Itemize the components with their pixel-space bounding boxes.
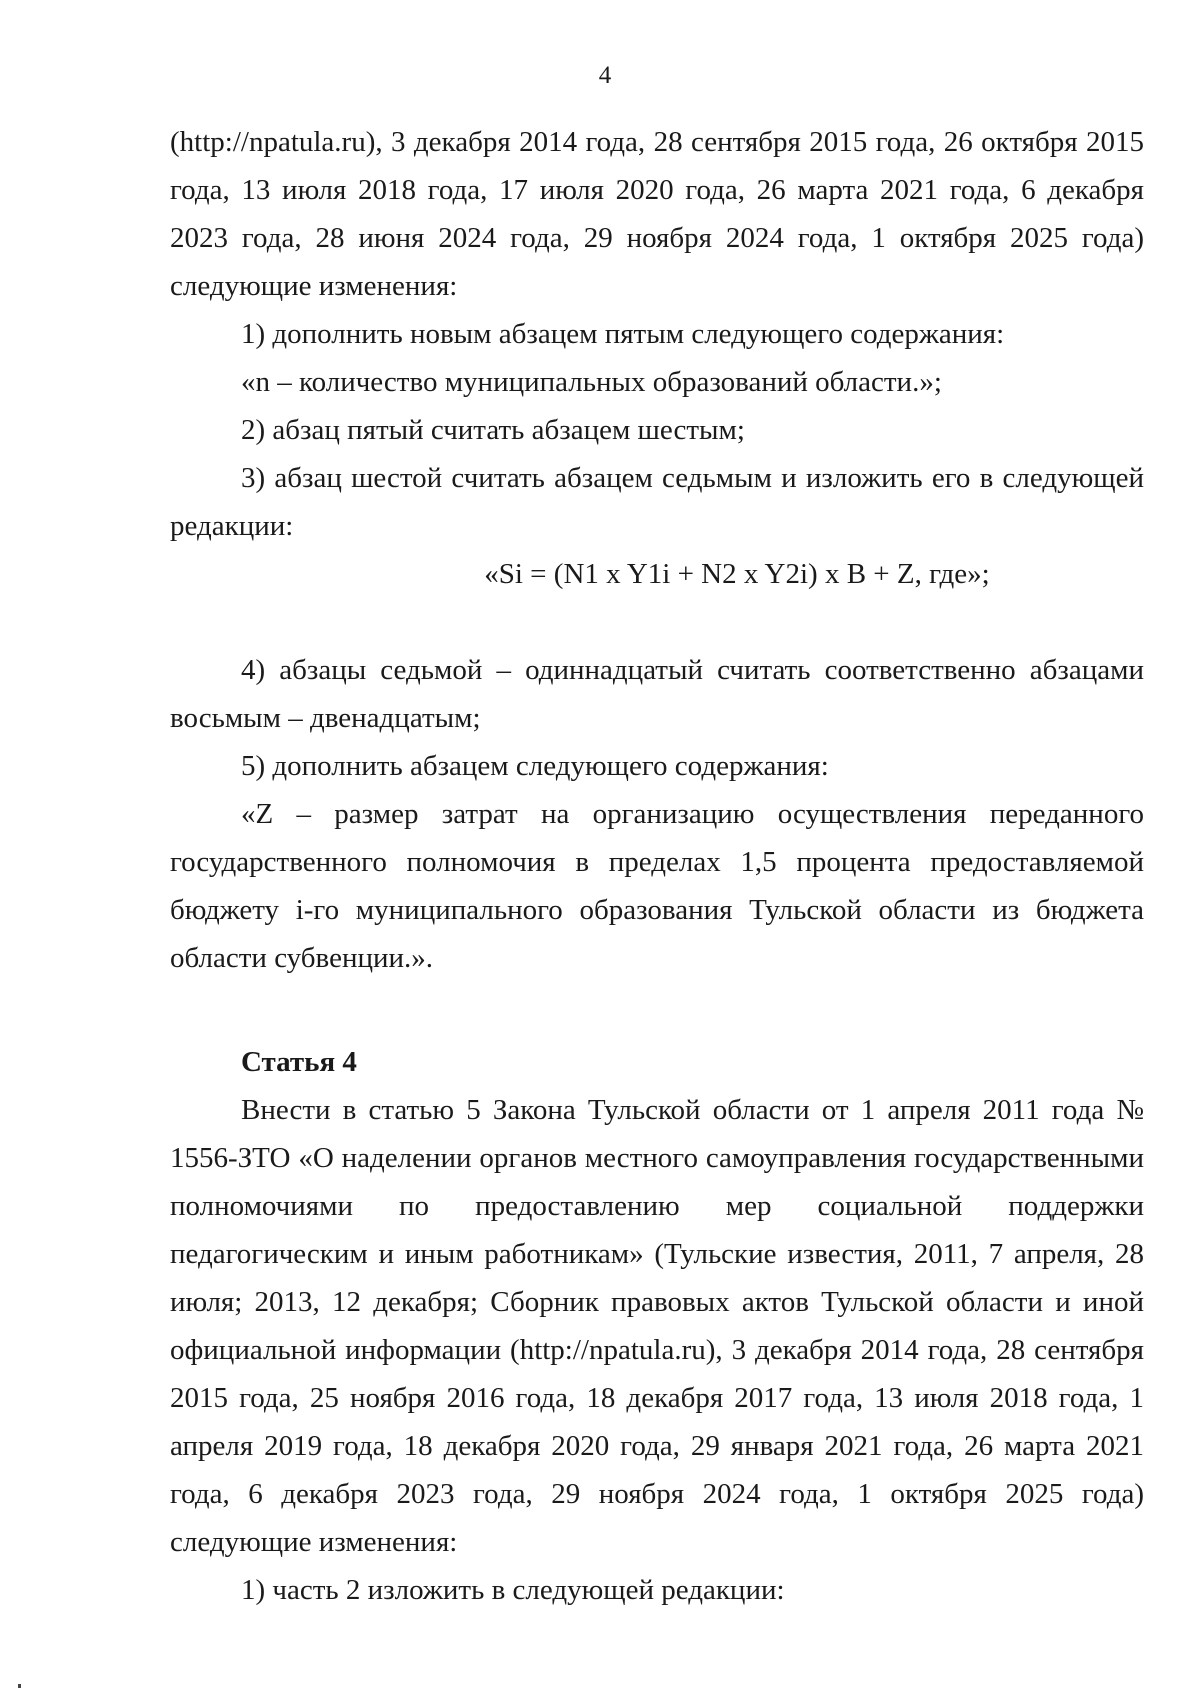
document-body (170, 118, 1144, 1614)
paragraph-continuation: (http://npatula.ru), 3 декабря 2014 года, 28 сентября 2015 года, 26 октября 2015 года, 13 июля 2018 года, 17 июля 2020 года, 26 марта 2021 года, 6 декабря 2023 года, 28 июня 2024 года, 29 ноября 2024 года, 1 октября 2025 года) следующие изменения: (170, 126, 1144, 302)
paragraph-article-4: Внести в статью 5 Закона Тульской области от 1 апреля 2011 года № 1556-ЗТО «О наделении органов местного самоуправления государственными полномочиями по предоставлению мер социальной поддержки педагогическим и иным работникам» (Тульские известия, 2011, 7 апреля, 28 июля; 2013, 12 декабря; Сборник правовых актов Тульской области и иной официальной информации (http://npatula.ru), 3 декабря 2014 года, 28 сентября 2015 года, 25 ноября 2016 года, 18 декабря 2017 года, 13 июля 2018 года, 1 апреля 2019 года, 18 декабря 2020 года, 29 января 2021 года, 26 марта 2021 года, 6 декабря 2023 года, 29 ноября 2024 года, 1 октября 2025 года) следующие изменения: (170, 1094, 1144, 1558)
paragraph-quote-n: «n – количество муниципальных образований области.»; (241, 366, 942, 398)
spacer (170, 982, 1144, 1038)
paragraph-item-5: 5) дополнить абзацем следующего содержания: (241, 750, 829, 782)
spacer (170, 598, 1144, 646)
formula: «Si = (N1 x Y1i + N2 x Y2i) x B + Z, где»; (484, 558, 990, 590)
article-heading: Статья 4 (241, 1046, 357, 1078)
paragraph-item-2: 2) абзац пятый считать абзацем шестым; (241, 414, 745, 446)
paragraph-item-1: 1) дополнить новым абзацем пятым следующего содержания: (241, 318, 1005, 350)
paragraph-quote-z: «Z – размер затрат на организацию осуществления переданного государственного полномочия в пределах 1,5 процента предоставляемой бюджету i-го муниципального образования Тульской области из бюджета области субвенции.». (170, 798, 1144, 974)
scan-artifact (18, 1684, 21, 1688)
paragraph-item-3: 3) абзац шестой считать абзацем седьмым и изложить его в следующей редакции: (170, 462, 1144, 542)
paragraph-part-2: 1) часть 2 изложить в следующей редакции: (241, 1574, 785, 1606)
paragraph-item-4: 4) абзацы седьмой – одиннадцатый считать соответственно абзацами восьмым – двенадцатым; (170, 654, 1144, 734)
page-number: 4 (598, 62, 612, 89)
